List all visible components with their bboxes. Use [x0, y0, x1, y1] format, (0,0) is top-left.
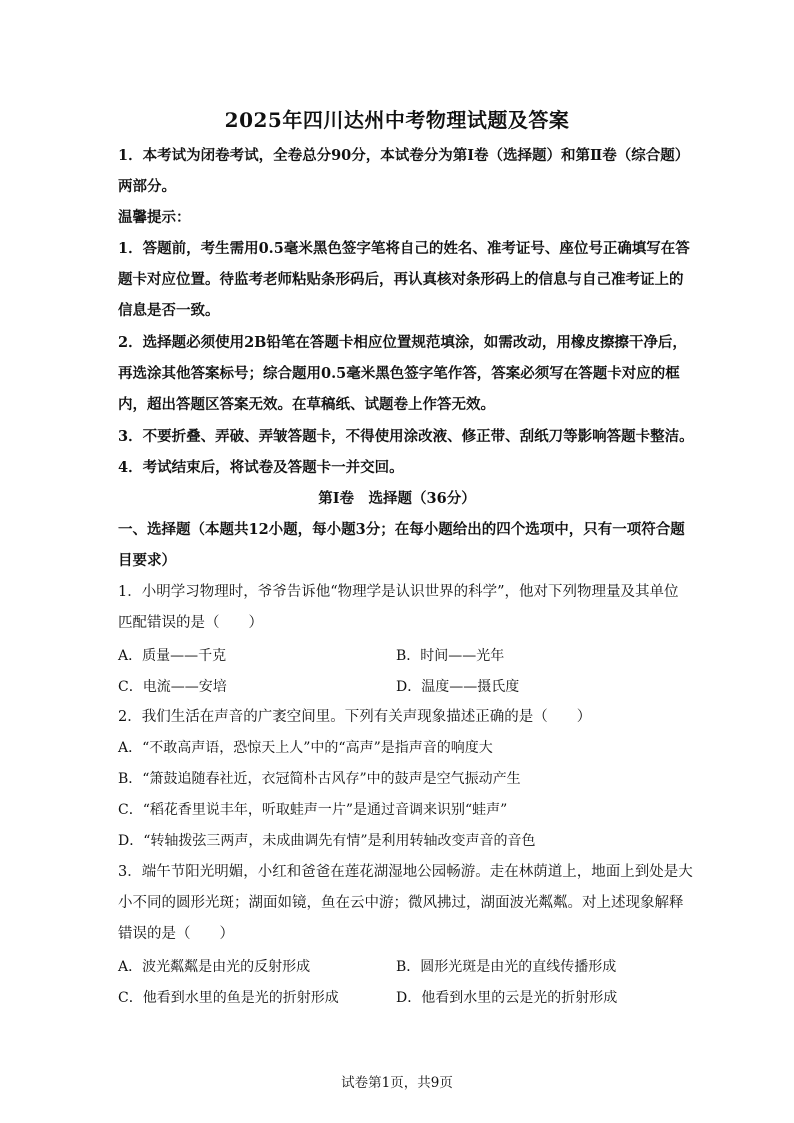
question-2-option-b: B．“箫鼓追随春社近，衣冠简朴古风存”中的鼓声是空气振动产生	[118, 771, 521, 787]
part-instructions: 目要求）	[118, 552, 176, 569]
section-heading: 第Ⅰ卷 选择题（36分）	[318, 490, 476, 507]
tip-line: 4．考试结束后，将试卷及答题卡一并交回。	[118, 459, 404, 476]
question-3-option-c: C．他看到水里的鱼是光的折射形成	[118, 990, 339, 1006]
question-3-stem: 3．端午节阳光明媚，小红和爸爸在莲花湖湿地公园畅游。走在林荫道上，地面上到处是大	[118, 864, 693, 880]
question-3-stem: 错误的是（ ）	[118, 926, 234, 942]
page-title: 2025年四川达州中考物理试题及答案	[224, 108, 570, 132]
question-3-option-a: A．波光粼粼是由光的反射形成	[118, 959, 311, 975]
intro-line: 两部分。	[118, 178, 176, 195]
question-1-option-d: D．温度——摄氏度	[396, 679, 520, 695]
question-2-option-d: D．“转轴拨弦三两声，未成曲调先有情”是利用转轴改变声音的音色	[118, 833, 536, 849]
question-1-option-c: C．电流——安培	[118, 679, 227, 695]
tip-line: 2．选择题必须使用2B铅笔在答题卡相应位置规范填涂，如需改动，用橡皮擦擦干净后，	[118, 334, 687, 351]
tips-heading: 温馨提示：	[118, 209, 191, 226]
question-3-option-b: B．圆形光斑是由光的直线传播形成	[396, 959, 617, 975]
question-2-option-a: A．“不敢高声语，恐惊天上人”中的“高声”是指声音的响度大	[118, 740, 493, 756]
question-1-stem: 1．小明学习物理时，爷爷告诉他“物理学是认识世界的科学”，他对下列物理量及其单位	[118, 584, 679, 600]
question-1-option-b: B．时间——光年	[396, 648, 505, 664]
intro-line: 1．本考试为闭卷考试，全卷总分90分，本试卷分为第Ⅰ卷（选择题）和第Ⅱ卷（综合题）	[118, 147, 690, 164]
part-instructions: 一、选择题（本题共12小题，每小题3分；在每小题给出的四个选项中，只有一项符合题	[118, 521, 685, 538]
tip-line: 内，超出答题区答案无效。在草稿纸、试题卷上作答无效。	[118, 396, 495, 413]
question-3-option-d: D．他看到水里的云是光的折射形成	[396, 990, 618, 1006]
question-3-stem: 小不同的圆形光斑；湖面如镜，鱼在云中游；微风拂过，湖面波光粼粼。对上述现象解释	[118, 895, 684, 911]
tip-line: 3．不要折叠、弄破、弄皱答题卡，不得使用涂改液、修正带、刮纸刀等影响答题卡整洁。	[118, 428, 694, 445]
tip-line: 题卡对应位置。待监考老师粘贴条形码后，再认真核对条形码上的信息与自己准考证上的	[118, 271, 684, 288]
page-footer: 试卷第1页，共9页	[341, 1075, 453, 1091]
tip-line: 1．答题前，考生需用0.5毫米黑色签字笔将自己的姓名、准考证号、座位号正确填写在答	[118, 240, 690, 257]
question-1-stem: 匹配错误的是（ ）	[118, 615, 263, 631]
question-2-stem: 2．我们生活在声音的广袤空间里。下列有关声现象描述正确的是（ ）	[118, 709, 592, 725]
question-2-option-c: C．“稻花香里说丰年，听取蛙声一片”是通过音调来识别“蛙声”	[118, 802, 508, 818]
question-1-option-a: A．质量——千克	[118, 648, 227, 664]
tip-line: 再选涂其他答案标号；综合题用0.5毫米黑色签字笔作答，答案必须写在答题卡对应的框	[118, 365, 680, 382]
tip-line: 信息是否一致。	[118, 302, 220, 319]
